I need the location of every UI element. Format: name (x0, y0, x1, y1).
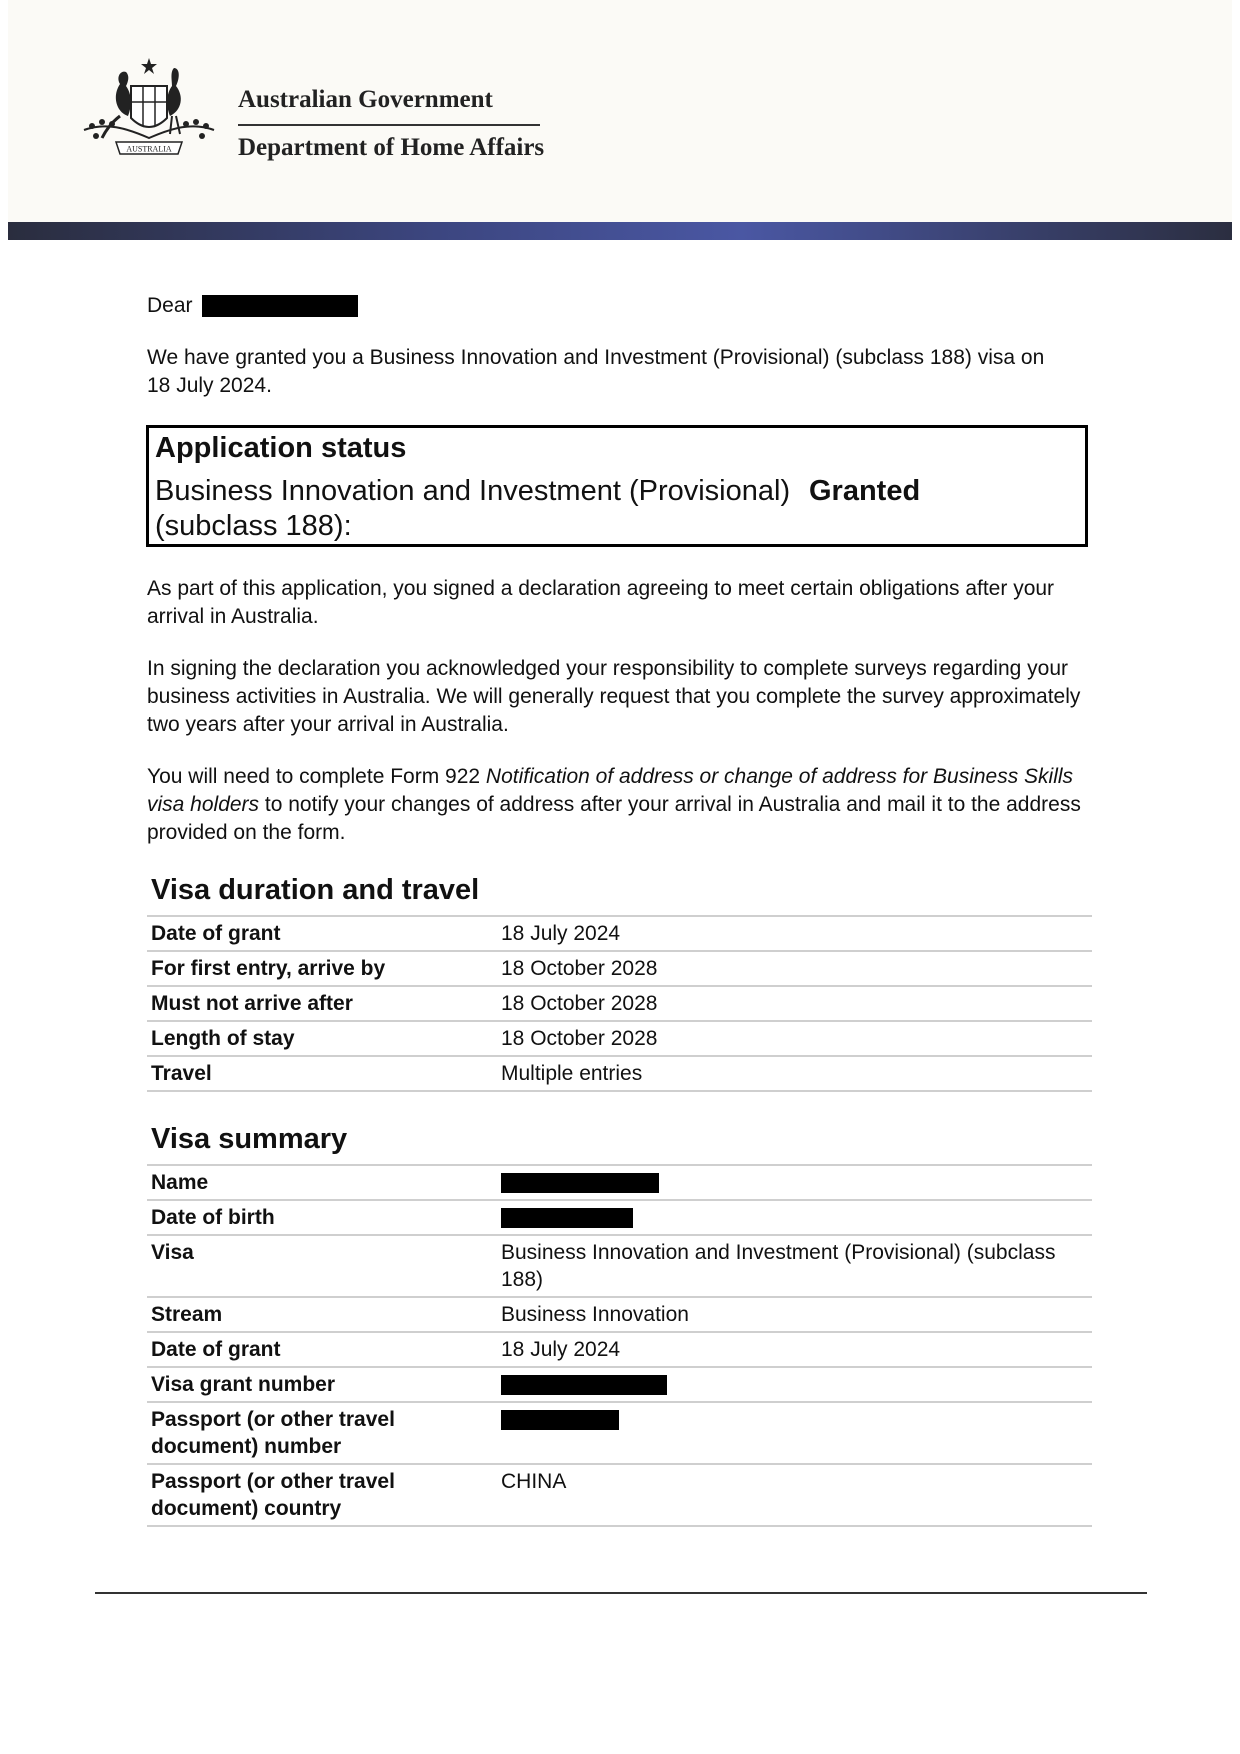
salutation (147, 292, 1093, 320)
row-value: Business Innovation and Investment (Provisional) (subclass 188) (497, 1235, 1092, 1297)
table-row (147, 1235, 1092, 1297)
row-label: Travel (147, 1056, 497, 1091)
department-name: Department of Home Affairs (238, 134, 545, 161)
redacted-name (501, 1173, 659, 1193)
row-value: 18 October 2028 (497, 951, 1092, 986)
row-value (497, 1367, 1092, 1402)
row-value: CHINA (497, 1464, 1092, 1526)
visa-summary-table (147, 1164, 1092, 1527)
form-922-paragraph (147, 763, 1093, 847)
row-label: Date of birth (147, 1200, 497, 1235)
row-value: 18 October 2028 (497, 1021, 1092, 1056)
row-label: Visa grant number (147, 1367, 497, 1402)
australian-coat-of-arms-icon (76, 56, 222, 166)
row-value: Business Innovation (497, 1297, 1092, 1332)
status-value: Granted (809, 475, 921, 507)
table-row (147, 1464, 1092, 1526)
application-status-box (146, 425, 1088, 547)
crest-ribbon-text: AUSTRALIA (126, 144, 172, 154)
intro-paragraph: We have granted you a Business Innovation and Investment (Provisional) (subclass 188) visa on 18 July 2024. (147, 346, 1045, 397)
table-row (147, 1165, 1092, 1200)
table-row (147, 951, 1092, 986)
row-value: 18 October 2028 (497, 986, 1092, 1021)
table-row (147, 1200, 1092, 1235)
table-row (147, 1332, 1092, 1367)
redacted-recipient-name (202, 295, 358, 317)
row-label: Date of grant (147, 1332, 497, 1367)
row-label: Must not arrive after (147, 986, 497, 1021)
form-922-text-b: to notify your changes of address after your arrival in Australia and mail it to the address provided on the form. (147, 793, 1081, 844)
row-value: Multiple entries (497, 1056, 1092, 1091)
table-row (147, 1297, 1092, 1332)
table-row (147, 1367, 1092, 1402)
header-divider (238, 124, 540, 126)
letterhead (8, 0, 1232, 222)
table-row (147, 1402, 1092, 1464)
row-label: Visa (147, 1235, 497, 1297)
row-value (497, 1402, 1092, 1464)
status-visa-name: Business Innovation and Investment (Provisional) (subclass 188): (155, 475, 791, 542)
row-value: 18 July 2024 (497, 916, 1092, 951)
redacted-date-of-birth (501, 1208, 633, 1228)
government-name: Australian Government (238, 86, 493, 113)
row-label: Date of grant (147, 916, 497, 951)
visa-summary-heading: Visa summary (151, 1123, 348, 1155)
table-row (147, 1056, 1092, 1091)
row-value (497, 1200, 1092, 1235)
row-label: Passport (or other travel document) country (147, 1464, 497, 1526)
form-922-title: Notification of address or change of address for Business Skills visa holders (147, 765, 1074, 816)
obligations-paragraph: As part of this application, you signed a declaration agreeing to meet certain obligations after your arrival in Australia. (147, 577, 1055, 628)
row-label: Stream (147, 1297, 497, 1332)
visa-duration-heading: Visa duration and travel (151, 874, 480, 906)
row-value (497, 1165, 1092, 1200)
redacted-passport-number (501, 1410, 619, 1430)
row-label: Name (147, 1165, 497, 1200)
form-922-text-a: You will need to complete Form 922 (147, 765, 486, 788)
redacted-grant-number (501, 1375, 667, 1395)
row-label: Length of stay (147, 1021, 497, 1056)
header-accent-bar (8, 222, 1232, 240)
footer-divider (95, 1592, 1147, 1594)
survey-paragraph: In signing the declaration you acknowledged your responsibility to complete surveys regarding your business activities in Australia. We will generally request that you complete the survey approximately two years after your arrival in Australia. (147, 657, 1081, 736)
table-row (147, 986, 1092, 1021)
table-row (147, 1021, 1092, 1056)
visa-duration-table (147, 915, 1092, 1092)
table-row (147, 916, 1092, 951)
row-label: For first entry, arrive by (147, 951, 497, 986)
salutation-label: Dear (147, 294, 193, 317)
row-label: Passport (or other travel document) number (147, 1402, 497, 1464)
status-heading: Application status (155, 432, 407, 464)
row-value: 18 July 2024 (497, 1332, 1092, 1367)
